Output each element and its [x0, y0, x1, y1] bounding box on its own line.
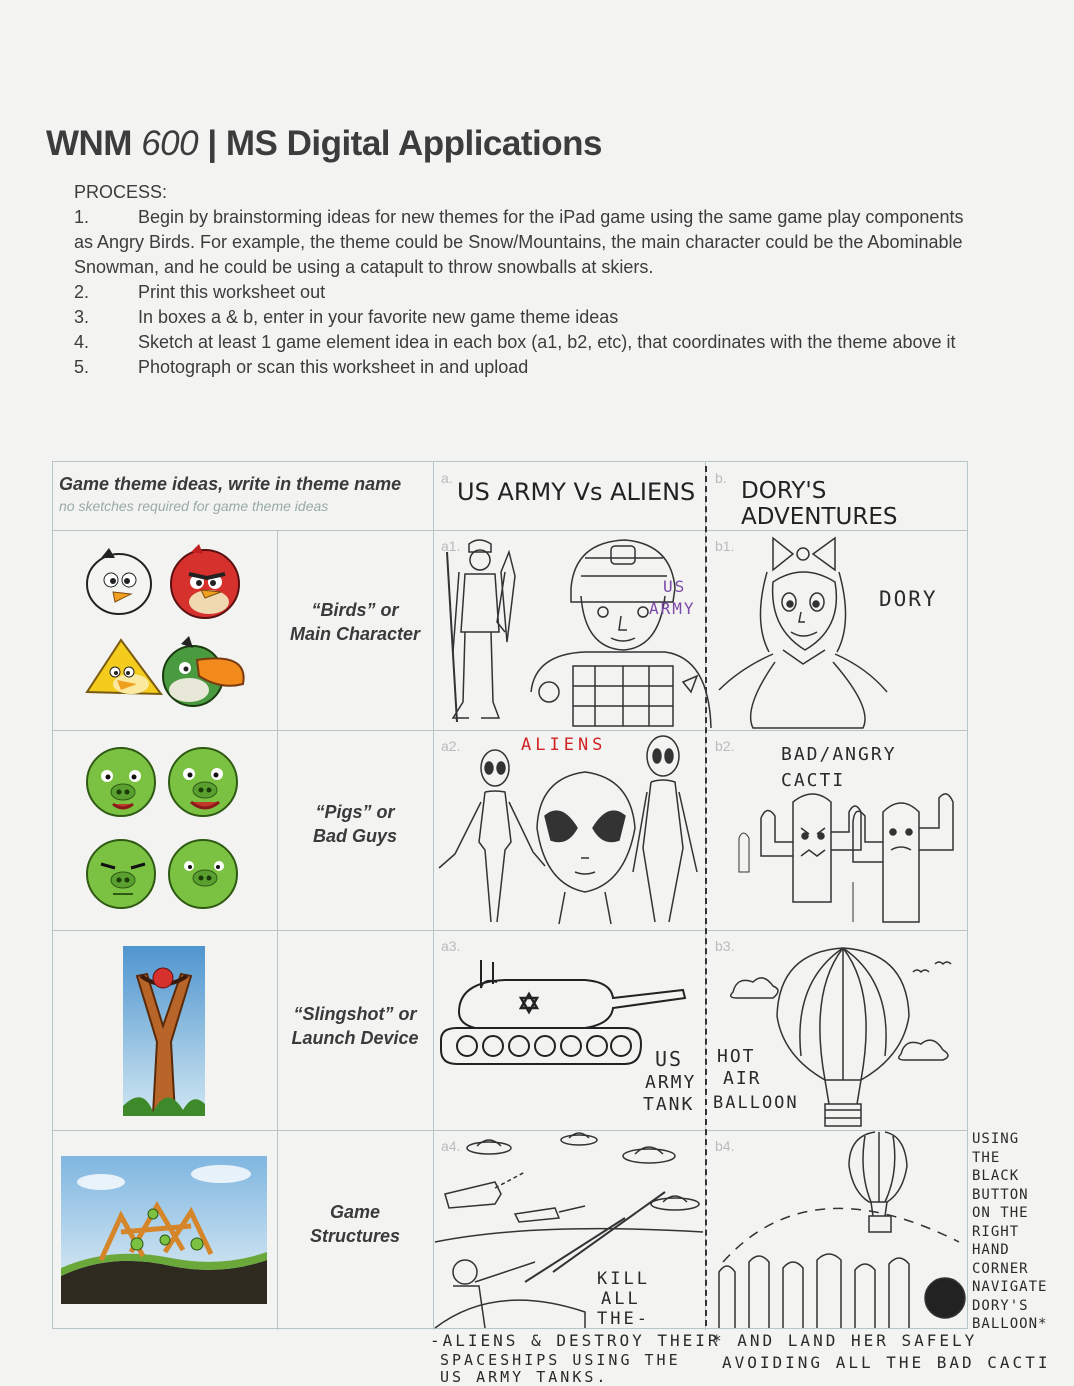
row-label-main-character: [277, 598, 433, 646]
step-number: 5.: [74, 357, 90, 377]
margin-note-line: BALLOON*: [972, 1316, 1048, 1332]
bad-cacti-label-line2: CACTI: [781, 770, 846, 791]
b4-note-line2: AVOIDING ALL THE BAD CACTI: [722, 1353, 1051, 1372]
soldier-large-icon: [531, 540, 711, 728]
green-toucan-bird-icon: [163, 636, 244, 706]
cell-id-b2: b2.: [715, 738, 735, 754]
balloon-label-line3: BALLOON: [713, 1093, 799, 1113]
row-divider: [53, 930, 967, 931]
us-army-soldier-sketch: [435, 532, 703, 730]
slingshot-image: [123, 946, 205, 1116]
soldier-small-icon: [447, 540, 515, 722]
step-text: In boxes a & b, enter in your favorite new game theme ideas: [138, 307, 619, 327]
margin-note-line: HAND: [972, 1242, 1010, 1258]
margin-note-line: CORNER: [972, 1260, 1029, 1277]
row-label-line1: “Slingshot” or: [293, 1004, 417, 1024]
pig-icon: [169, 748, 237, 816]
row-label-line1: “Pigs” or: [315, 802, 395, 822]
margin-note-line: USING: [972, 1131, 1020, 1147]
row-divider: [53, 730, 967, 731]
step-text: Print this worksheet out: [138, 282, 326, 302]
balloon-label-line1: HOT: [717, 1046, 756, 1067]
balloon-over-cacti-scene-sketch: [709, 1132, 965, 1328]
theme-a-handwritten: US ARMY Vs ALIENS: [457, 478, 696, 506]
ufo-icon: [467, 1140, 511, 1154]
right-margin-note: [972, 1130, 1047, 1334]
kill-label-line3: THE-: [597, 1309, 650, 1329]
cell-id-b: b.: [715, 470, 727, 486]
step-number: 3.: [74, 307, 90, 327]
process-step-5: [74, 355, 974, 380]
row-label-line2: Main Character: [289, 624, 421, 644]
row-label-line1: Game: [329, 1202, 381, 1222]
aliens-label: ALIENS: [521, 735, 607, 755]
row-label-line2: Bad Guys: [312, 826, 398, 846]
row-divider: [53, 530, 967, 531]
theme-header-title: Game theme ideas, write in theme name: [59, 474, 402, 494]
angry-birds-characters-image: [81, 544, 251, 716]
step-text: Sketch at least 1 game element idea in each box (a1, b2, etc), that coordinates with the theme above it: [138, 332, 956, 352]
b4-note-line1: * AND LAND HER SAFELY: [712, 1331, 978, 1350]
process-heading: PROCESS:: [74, 182, 168, 202]
balloon-label-line2: AIR: [723, 1068, 762, 1089]
cell-id-a4: a4.: [441, 1138, 461, 1154]
margin-note-line: BLACK: [972, 1168, 1020, 1184]
step-number: 2.: [74, 282, 90, 302]
cell-id-b1: b1.: [715, 538, 735, 554]
row-divider: [53, 1130, 967, 1131]
tank-label-line1: US: [655, 1047, 684, 1071]
kill-label-line1: KILL: [597, 1269, 650, 1289]
cell-id-a1: a1.: [441, 538, 461, 554]
cell-id-b4: b4.: [715, 1138, 735, 1154]
alien-large-center-icon: [537, 772, 635, 924]
margin-note-line: THE: [972, 1149, 1001, 1166]
step-number: 1.: [74, 207, 90, 227]
theme-b-handwritten: DORY'S ADVENTURES: [741, 478, 898, 530]
pig-icon: [169, 840, 237, 908]
cell-id-a2: a2.: [441, 738, 461, 754]
step-number: 4.: [74, 332, 90, 352]
aliens-sketch: [435, 732, 703, 930]
row-label-line1: “Birds” or: [311, 600, 399, 620]
title-prefix: WNM: [46, 124, 142, 163]
cell-id-a: a.: [441, 470, 453, 486]
red-bird-icon: [171, 544, 239, 618]
dory-label: DORY: [879, 587, 938, 611]
col-divider: [433, 462, 434, 1330]
row-label-launch-device: [277, 1002, 433, 1050]
green-pigs-image: [83, 744, 243, 912]
cell-id-b3: b3.: [715, 938, 735, 954]
step-text: Photograph or scan this worksheet in and upload: [138, 357, 529, 377]
alien-small-right-icon: [633, 736, 697, 922]
title-suffix: | MS Digital Applications: [198, 124, 602, 163]
theme-header-subtitle: no sketches required for game theme ideas: [59, 498, 329, 514]
margin-note-line: ON THE: [972, 1205, 1029, 1221]
pig-icon: [87, 748, 155, 816]
margin-note-line: NAVIGATE: [972, 1279, 1048, 1295]
process-step-3: [74, 305, 974, 330]
row-label-game-structures: [277, 1200, 433, 1248]
ufo-icon: [561, 1133, 597, 1145]
us-army-label-line2: ARMY: [649, 599, 696, 618]
kill-label-line2: ALL: [601, 1289, 641, 1309]
margin-note-line: RIGHT: [972, 1223, 1020, 1240]
ufo-icon: [623, 1147, 675, 1163]
yellow-bird-icon: [87, 640, 161, 694]
alien-small-left-icon: [439, 750, 545, 922]
tank-label-line2: ARMY: [645, 1072, 697, 1093]
tank-label-line3: TANK: [643, 1094, 695, 1115]
alien-battle-scene-sketch: [435, 1132, 703, 1328]
white-bird-icon: [87, 548, 151, 614]
hand-dashed-divider: [705, 466, 707, 1326]
worksheet-table: [52, 461, 968, 1329]
dory-character-sketch: [713, 532, 963, 730]
row-label-line2: Structures: [309, 1226, 401, 1246]
ufo-icon: [651, 1196, 699, 1210]
us-army-label-line1: US: [663, 577, 687, 596]
process-step-4: [74, 330, 974, 355]
margin-note-line: BUTTON: [972, 1186, 1029, 1203]
cell-id-a3: a3.: [441, 938, 461, 954]
title-course-number: 600: [141, 124, 199, 163]
margin-note-line: DORY'S: [972, 1297, 1029, 1314]
game-structure-screenshot: [61, 1156, 267, 1304]
pig-icon: [87, 840, 155, 908]
process-instructions: [74, 180, 974, 380]
cactus-left-icon: [761, 794, 861, 902]
process-step-2: [74, 280, 974, 305]
row-label-line2: Launch Device: [291, 1028, 419, 1048]
page-title: [46, 124, 602, 164]
a4-note-line2: SPACESHIPS USING THE: [440, 1351, 681, 1369]
a4-note-line1: -ALIENS & DESTROY THEIR: [430, 1331, 721, 1350]
process-step-1: [74, 205, 974, 280]
bad-cacti-label-line1: BAD/ANGRY: [781, 744, 897, 765]
a4-note-line3: US ARMY TANKS.: [440, 1368, 609, 1386]
step-text: Begin by brainstorming ideas for new themes for the iPad game using the same game play components as Angry Birds. For example, the theme could be Snow/Mountains, the main character could be the Abominable Snowman, and he could be using a catapult to throw snowballs at skiers.: [74, 207, 964, 277]
row-label-bad-guys: [277, 800, 433, 848]
cactus-right-icon: [853, 794, 953, 922]
